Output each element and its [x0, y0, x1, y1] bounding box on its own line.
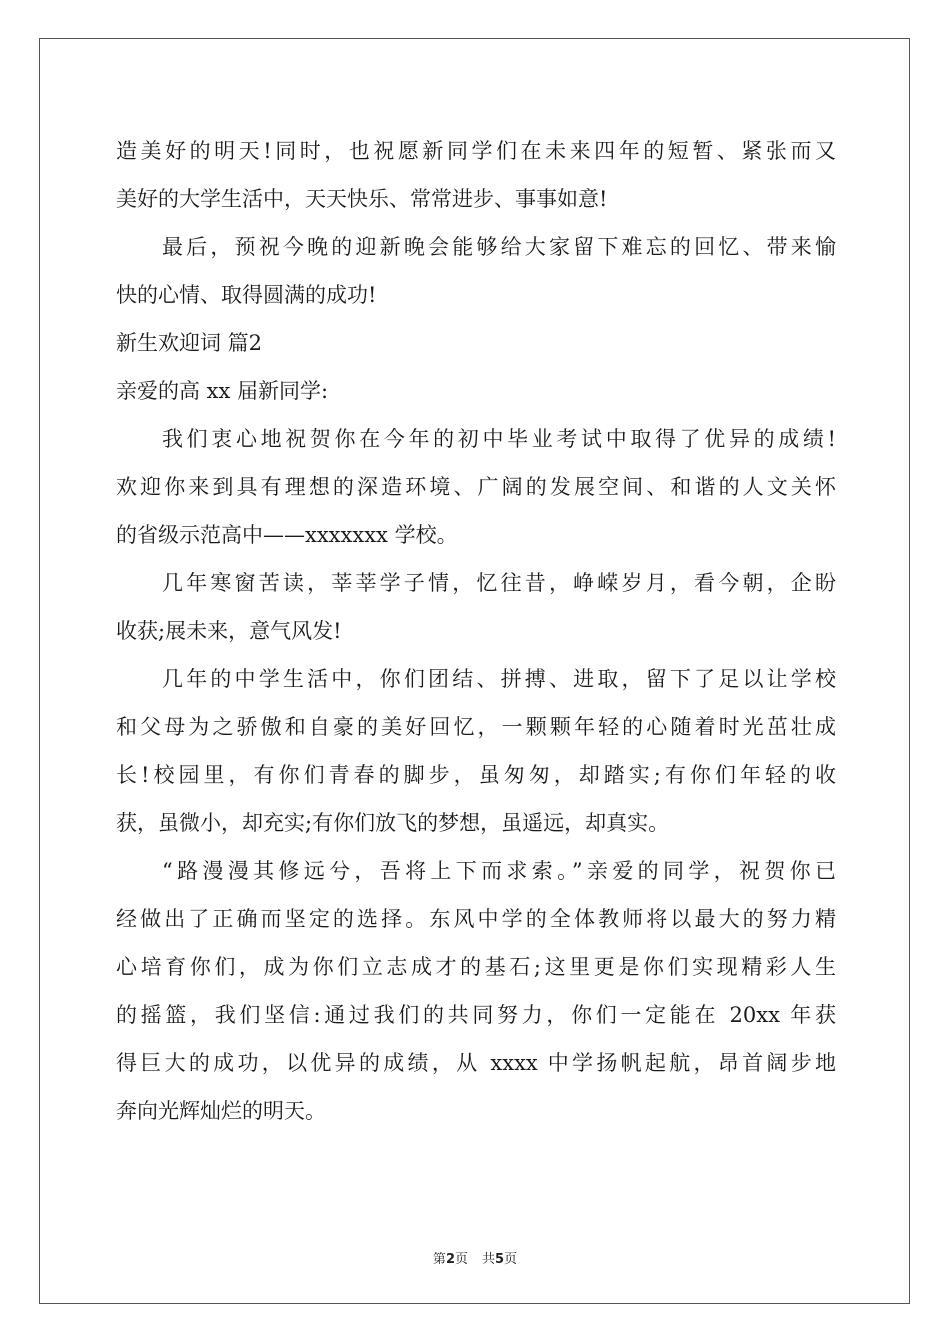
text-line: 的省级示范高中——xxxxxxx 学校。 — [116, 523, 458, 547]
total-suffix: 页 — [504, 1252, 518, 1267]
text-line: 我们衷心地祝贺你在今年的初中毕业考试中取得了优异的成绩! — [162, 427, 836, 451]
text-line: 心培育你们，成为你们立志成才的基石;这里更是你们实现精彩人生 — [116, 955, 836, 979]
text-line: 获，虽微小，却充实;有你们放飞的梦想，虽遥远，却真实。 — [116, 811, 670, 835]
text-line: 收获;展未来，意气风发! — [116, 619, 342, 643]
text-line: 的摇篮，我们坚信:通过我们的共同努力，你们一定能在 20xx 年获 — [116, 1003, 836, 1027]
text-line: 美好的大学生活中，天天快乐、常常进步、事事如意! — [116, 187, 608, 211]
section-heading: 新生欢迎词 篇2 — [116, 331, 263, 355]
text-line: “路漫漫其修远兮，吾将上下而求索。”亲爱的同学，祝贺你已 — [162, 859, 836, 883]
page-footer — [0, 1248, 950, 1267]
document-body — [116, 127, 836, 1135]
text-line: 造美好的明天!同时，也祝愿新同学们在未来四年的短暂、紧张而又 — [116, 139, 836, 163]
page-suffix: 页 — [454, 1252, 468, 1267]
text-line: 几年的中学生活中，你们团结、拼搏、进取，留下了足以让学校 — [162, 667, 836, 691]
text-line: 长!校园里，有你们青春的脚步，虽匆匆，却踏实;有你们年轻的收 — [116, 763, 836, 787]
text-line: 奔向光辉灿烂的明天。 — [116, 1099, 326, 1123]
salutation: 亲爱的高 xx 届新同学: — [116, 379, 329, 403]
page-number: 2 — [445, 1252, 455, 1267]
text-line: 欢迎你来到具有理想的深造环境、广阔的发展空间、和谐的人文关怀 — [116, 475, 836, 499]
text-line: 得巨大的成功，以优异的成绩，从 xxxx 中学扬帆起航，昂首阔步地 — [116, 1051, 836, 1075]
total-pages: 5 — [495, 1252, 505, 1267]
text-line: 和父母为之骄傲和自豪的美好回忆，一颗颗年轻的心随着时光茁壮成 — [116, 715, 836, 739]
text-line: 快的心情、取得圆满的成功! — [116, 283, 377, 307]
text-line: 经做出了正确而坚定的选择。东风中学的全体教师将以最大的努力精 — [116, 907, 836, 931]
total-prefix: 共 — [482, 1252, 496, 1267]
text-line: 最后，预祝今晚的迎新晚会能够给大家留下难忘的回忆、带来愉 — [162, 235, 836, 259]
page-prefix: 第 — [432, 1252, 446, 1267]
text-line: 几年寒窗苦读，莘莘学子情，忆往昔，峥嵘岁月，看今朝，企盼 — [162, 571, 836, 595]
